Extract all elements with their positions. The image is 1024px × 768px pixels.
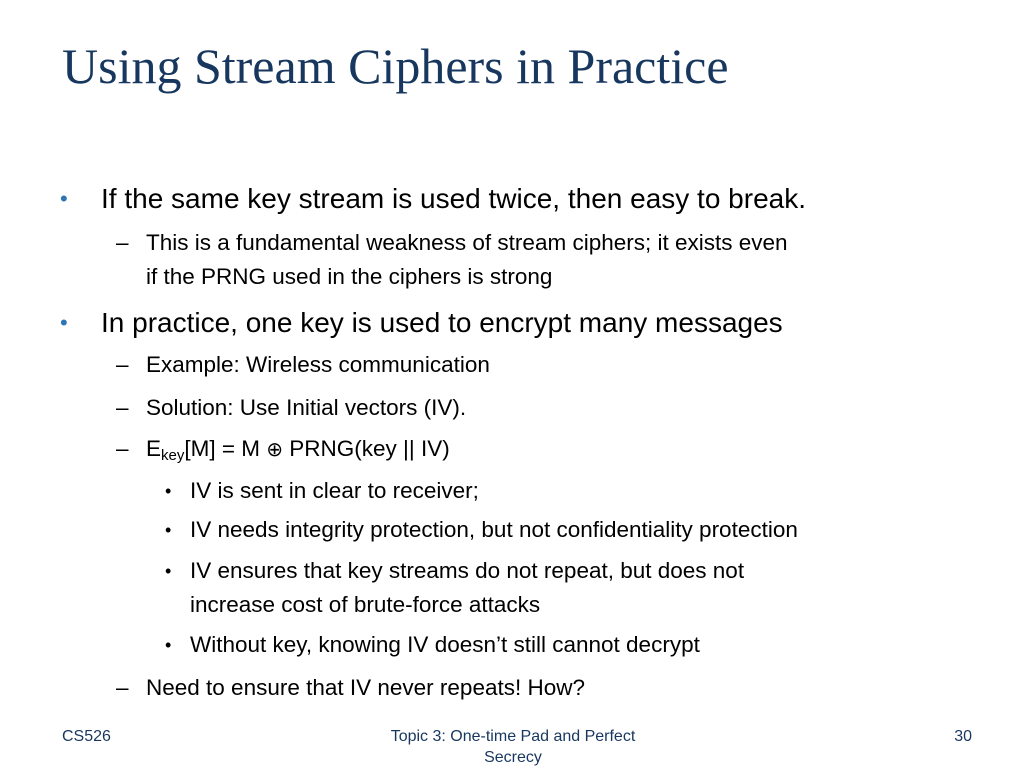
bullet-one-key-many-messages: In practice, one key is used to encrypt many messages bbox=[101, 307, 783, 338]
formula-middle: [M] = M bbox=[184, 436, 267, 461]
formula-suffix: PRNG(key || IV) bbox=[283, 436, 450, 461]
sub-bullet-encryption-formula bbox=[146, 434, 450, 464]
sub-bullet-example: Example: Wireless communication bbox=[146, 352, 490, 377]
small-bullet-marker: • bbox=[165, 635, 172, 655]
xor-operator: ⊕ bbox=[266, 437, 284, 461]
item-iv-no-repeat-line-2: increase cost of brute-force attacks bbox=[190, 592, 541, 617]
dash-marker: – bbox=[116, 395, 129, 420]
footer-page-number: 30 bbox=[954, 728, 972, 745]
bullet-key-stream-reuse: If the same key stream is used twice, then easy to break. bbox=[101, 183, 806, 214]
formula-subscript-key: key bbox=[161, 447, 185, 464]
bullet-marker: • bbox=[60, 186, 68, 211]
sub-bullet-weakness-line-1: This is a fundamental weakness of stream ciphers; it exists even bbox=[146, 230, 788, 255]
formula-e: E bbox=[146, 436, 162, 461]
footer-course: CS526 bbox=[62, 728, 111, 745]
bullet-marker: • bbox=[60, 310, 68, 335]
dash-marker: – bbox=[116, 352, 129, 377]
slide-title: Using Stream Ciphers in Practice bbox=[62, 38, 729, 94]
dash-marker: – bbox=[116, 436, 129, 461]
footer-topic-line-2: Secrecy bbox=[484, 749, 542, 766]
item-iv-no-repeat-line-1: IV ensures that key streams do not repeat, but does not bbox=[190, 558, 745, 583]
item-iv-sent-in-clear: IV is sent in clear to receiver; bbox=[190, 478, 479, 503]
sub-bullet-iv-never-repeats: Need to ensure that IV never repeats! How? bbox=[146, 675, 586, 700]
small-bullet-marker: • bbox=[165, 481, 172, 501]
dash-marker: – bbox=[116, 230, 129, 255]
sub-bullet-weakness-line-2: if the PRNG used in the ciphers is strong bbox=[146, 264, 553, 289]
item-without-key: Without key, knowing IV doesn’t still cannot decrypt bbox=[190, 632, 700, 657]
small-bullet-marker: • bbox=[165, 561, 172, 581]
sub-bullet-solution: Solution: Use Initial vectors (IV). bbox=[146, 395, 467, 420]
dash-marker: – bbox=[116, 675, 129, 700]
item-iv-integrity: IV needs integrity protection, but not confidentiality protection bbox=[190, 517, 798, 542]
footer-topic-line-1: Topic 3: One-time Pad and Perfect bbox=[390, 728, 636, 745]
small-bullet-marker: • bbox=[165, 520, 172, 540]
footer-topic bbox=[350, 726, 676, 768]
